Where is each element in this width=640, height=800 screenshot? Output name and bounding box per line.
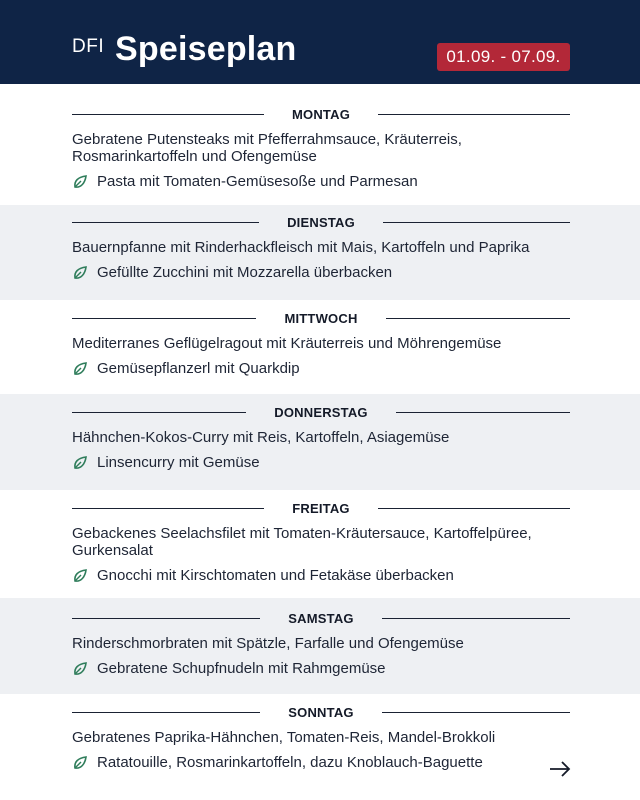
leaf-icon (72, 661, 88, 677)
vegetarian-dish-label: Gebratene Schupfnudeln mit Rahmgemüse (97, 660, 386, 677)
vegetarian-dish (72, 660, 570, 677)
main-dish: Hähnchen-Kokos-Curry mit Reis, Kartoffeln, Asiagemüse (72, 429, 450, 446)
day-monday (0, 84, 640, 205)
leaf-icon (72, 361, 88, 377)
vegetarian-dish-label: Gnocchi mit Kirschtomaten und Fetakäse überbacken (97, 567, 454, 584)
day-name: SAMSTAG (288, 610, 354, 626)
arrow-right-icon[interactable] (548, 760, 572, 778)
vegetarian-dish-label: Gemüsepflanzerl mit Quarkdip (97, 360, 300, 377)
main-dish: Gebratenes Paprika-Hähnchen, Tomaten-Reis, Mandel-Brokkoli (72, 729, 496, 746)
day-friday (0, 490, 640, 598)
day-name: MITTWOCH (284, 310, 358, 326)
day-thursday (0, 394, 640, 490)
leaf-icon (72, 455, 88, 471)
day-saturday (0, 598, 640, 694)
divider (382, 618, 570, 619)
vegetarian-dish (72, 454, 570, 471)
brand-label: DFI (72, 36, 105, 57)
day-header (72, 105, 570, 123)
divider (383, 222, 570, 223)
divider (72, 114, 264, 115)
day-header (72, 403, 570, 421)
page-title: Speiseplan (115, 30, 297, 68)
day-header (72, 213, 570, 231)
day-header (72, 703, 570, 721)
day-name: SONNTAG (288, 704, 354, 720)
divider (396, 412, 570, 413)
vegetarian-dish (72, 173, 570, 190)
main-dish: Rinderschmorbraten mit Spätzle, Farfalle und Ofengemüse (72, 635, 464, 652)
day-wednesday (0, 300, 640, 394)
vegetarian-dish-label: Gefüllte Zucchini mit Mozzarella überbacken (97, 264, 393, 281)
vegetarian-dish (72, 754, 570, 771)
day-tuesday (0, 205, 640, 300)
main-dish: Gebratene Putensteaks mit Pfefferrahmsauce, Kräuterreis, Rosmarinkartoffeln und Ofengemüse (72, 131, 462, 165)
vegetarian-dish (72, 567, 570, 584)
day-name: DONNERSTAG (274, 404, 368, 420)
day-name: DIENSTAG (287, 214, 355, 230)
day-name: FREITAG (292, 500, 350, 516)
divider (72, 318, 256, 319)
day-name: MONTAG (292, 106, 351, 122)
vegetarian-dish-label: Ratatouille, Rosmarinkartoffeln, dazu Knoblauch-Baguette (97, 754, 483, 771)
vegetarian-dish (72, 264, 570, 281)
vegetarian-dish-label: Pasta mit Tomaten-Gemüsesoße und Parmesan (97, 173, 418, 190)
main-dish: Gebackenes Seelachsfilet mit Tomaten-Kräutersauce, Kartoffelpüree, Gurkensalat (72, 525, 532, 559)
main-dish: Bauernpfanne mit Rinderhackfleisch mit Mais, Kartoffeln und Paprika (72, 239, 530, 256)
divider (382, 712, 570, 713)
vegetarian-dish-label: Linsencurry mit Gemüse (97, 454, 260, 471)
divider (378, 114, 570, 115)
header (0, 0, 640, 84)
main-dish: Mediterranes Geflügelragout mit Kräuterreis und Möhrengemüse (72, 335, 502, 352)
divider (72, 712, 260, 713)
day-sunday (0, 694, 640, 800)
vegetarian-dish (72, 360, 570, 377)
divider (72, 222, 259, 223)
leaf-icon (72, 568, 88, 584)
day-header (72, 499, 570, 517)
divider (378, 508, 570, 509)
divider (386, 318, 570, 319)
leaf-icon (72, 265, 88, 281)
leaf-icon (72, 174, 88, 190)
divider (72, 618, 260, 619)
date-range-badge: 01.09. - 07.09. (437, 43, 570, 71)
leaf-icon (72, 755, 88, 771)
day-header (72, 609, 570, 627)
divider (72, 412, 246, 413)
divider (72, 508, 264, 509)
day-header (72, 309, 570, 327)
